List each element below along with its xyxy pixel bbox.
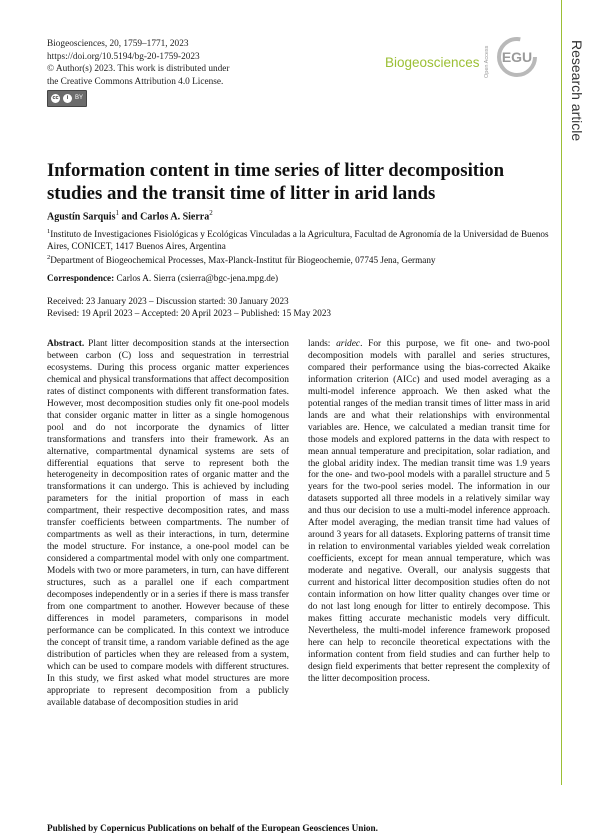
- open-access-label: [482, 38, 490, 78]
- author-affil-num: 1: [115, 209, 119, 217]
- doi-link[interactable]: https://doi.org/10.5194/bg-20-1759-2023: [47, 51, 200, 62]
- abstract-text-right-pre: lands:: [308, 339, 337, 349]
- dates-received: Received: 23 January 2023 – Discussion started: 30 January 2023: [47, 296, 289, 306]
- dates-published: Revised: 19 April 2023 – Accepted: 20 April 2023 – Published: 15 May 2023: [47, 308, 332, 319]
- attribution-icon: i: [63, 94, 72, 103]
- dataset-name: aridec: [336, 339, 361, 349]
- correspondence: [47, 273, 278, 283]
- affiliation-num: 1: [47, 228, 51, 235]
- affiliation-text: Instituto de Investigaciones Fisiológicas y Ecológicas Vinculadas a la Agricultura, Facultad de Agronomía de la Universidad de Buenos Aires, CONICET, 1417 Buenos Aires, Argentina: [47, 229, 549, 252]
- journal-name: Biogeosciences: [385, 55, 480, 70]
- affiliation-item: [47, 252, 552, 266]
- cc-by-badge[interactable]: [47, 90, 87, 107]
- license-line[interactable]: the Creative Commons Attribution 4.0 License.: [47, 76, 224, 87]
- cc-by-label: BY: [75, 95, 84, 102]
- author-name[interactable]: Carlos A. Sierra: [140, 211, 210, 223]
- affiliation-item: [47, 226, 552, 252]
- egu-logo: [494, 34, 542, 80]
- article-type-sidebar: [561, 0, 595, 785]
- article-dates: [47, 295, 331, 319]
- copyright-line: © Author(s) 2023. This work is distributed under: [47, 64, 230, 75]
- affiliation-text: Department of Biogeochemical Processes, Max-Planck-Institut für Biogeochemie, 07745 Jena, Germany: [50, 255, 436, 266]
- abstract-column-left: [47, 339, 289, 710]
- article-header: [47, 38, 230, 107]
- correspondence-contact[interactable]: Carlos A. Sierra (csierra@bgc-jena.mpg.de): [116, 273, 279, 283]
- correspondence-label: Correspondence:: [47, 273, 115, 283]
- author-join: and: [121, 211, 138, 223]
- abstract-label: Abstract.: [47, 339, 85, 349]
- abstract-text-right: . For this purpose, we fit one- and two-pool decomposition models with parallel and series structures, compared their performance using the bias-corrected Akaike information criterion (AICc) and used model averaging as a multi-model inference approach. We then asked what the potential ranges of the median transit times of litter mass in arid lands are and what their relationships with environmental variables are. Hence, we calculated a median transit time for those models and explored patterns in the data with respect to mean annual temperature and precipitation, solar radiation, and the global aridity index. The median transit time was 1.9 years for the one- and two-pool models with a parallel structure and 5 years for the two-pool series model. The information in our datasets supported all three models in a relatively similar way and thus our decision to use a multi-model inference approach. After model averaging, the median transit time had values of around 3 years for all datasets. Exploring patterns of transit time in relation to environmental variables yielded weak correlation coefficients, except for mean annual temperature, which was moderate and negative. Overall, our analysis suggests that current and historical litter decomposition studies often do not contain information on how litter quality changes over time or do not last long enough for litter to entirely decompose. This makes fitting accurate mechanistic models very difficult. Nevertheless, the multi-model inference framework proposed here can help to reconcile theoretical expectations with the information content from field studies and can further help to design field experiments that better represent the complexity of the litter decomposition process.: [308, 339, 550, 684]
- publisher-footer: Published by Copernicus Publications on behalf of the European Geosciences Union.: [47, 823, 378, 833]
- author-name[interactable]: Agustín Sarquis: [47, 211, 116, 223]
- cc-icon: cc: [52, 95, 59, 102]
- citation: Biogeosciences, 20, 1759–1771, 2023: [47, 39, 189, 49]
- sidebar-rule: [561, 0, 562, 785]
- affiliations: [47, 226, 552, 267]
- abstract-text-left: Plant litter decomposition stands at the intersection between carbon (C) loss and sequestration in terrestrial ecosystems. During this process organic matter experiences chemical and physical transformations that affect decomposition rates of distinct components with different transformation fates. However, most decomposition studies only fit one-pool models that consider organic matter in litter as a single homogenous pool and do not incorporate the dynamics of litter transformations and transfers into their framework. As an alternative, compartmental dynamical systems are sets of differential equations that serve to represent both the heterogeneity in decomposition rates of organic matter and the transformations it can undergo. This is achieved by including parameters for the initial proportion of mass in each compartment, their respective decomposition rates, and mass transfer coefficients between compartments. The number of compartments as well as their interactions, in turn, determine the model structure. For instance, a one-pool model can be considered a compartmental model with only one compartment. Models with two or more parameters, in turn, can have different structures, such as a parallel one if each compartment decomposes independently or in a series if there is mass transfer from one compartment to another. However because of these differences in model parameters, comparisons in model performance can be complicated. In this context we introduce the concept of transit time, a random variable defined as the age distribution of particles when they are released from a system, which can be used to compare models with different structures. In this study, we first asked what model structures are more appropriate to represent decomposition from a publicly available database of decomposition studies in arid: [47, 339, 289, 708]
- egu-logo-text: EGU: [501, 49, 533, 65]
- article-type-label: Research article: [569, 40, 585, 142]
- open-access-text: Open Access: [484, 45, 490, 78]
- abstract-column-right: [308, 339, 550, 686]
- article-title: Information content in time series of litter decomposition studies and the transit time of litter in arid lands: [47, 160, 505, 204]
- author-list: [47, 209, 213, 222]
- author-affil-num: 2: [209, 209, 213, 217]
- affiliation-num: 2: [47, 254, 51, 262]
